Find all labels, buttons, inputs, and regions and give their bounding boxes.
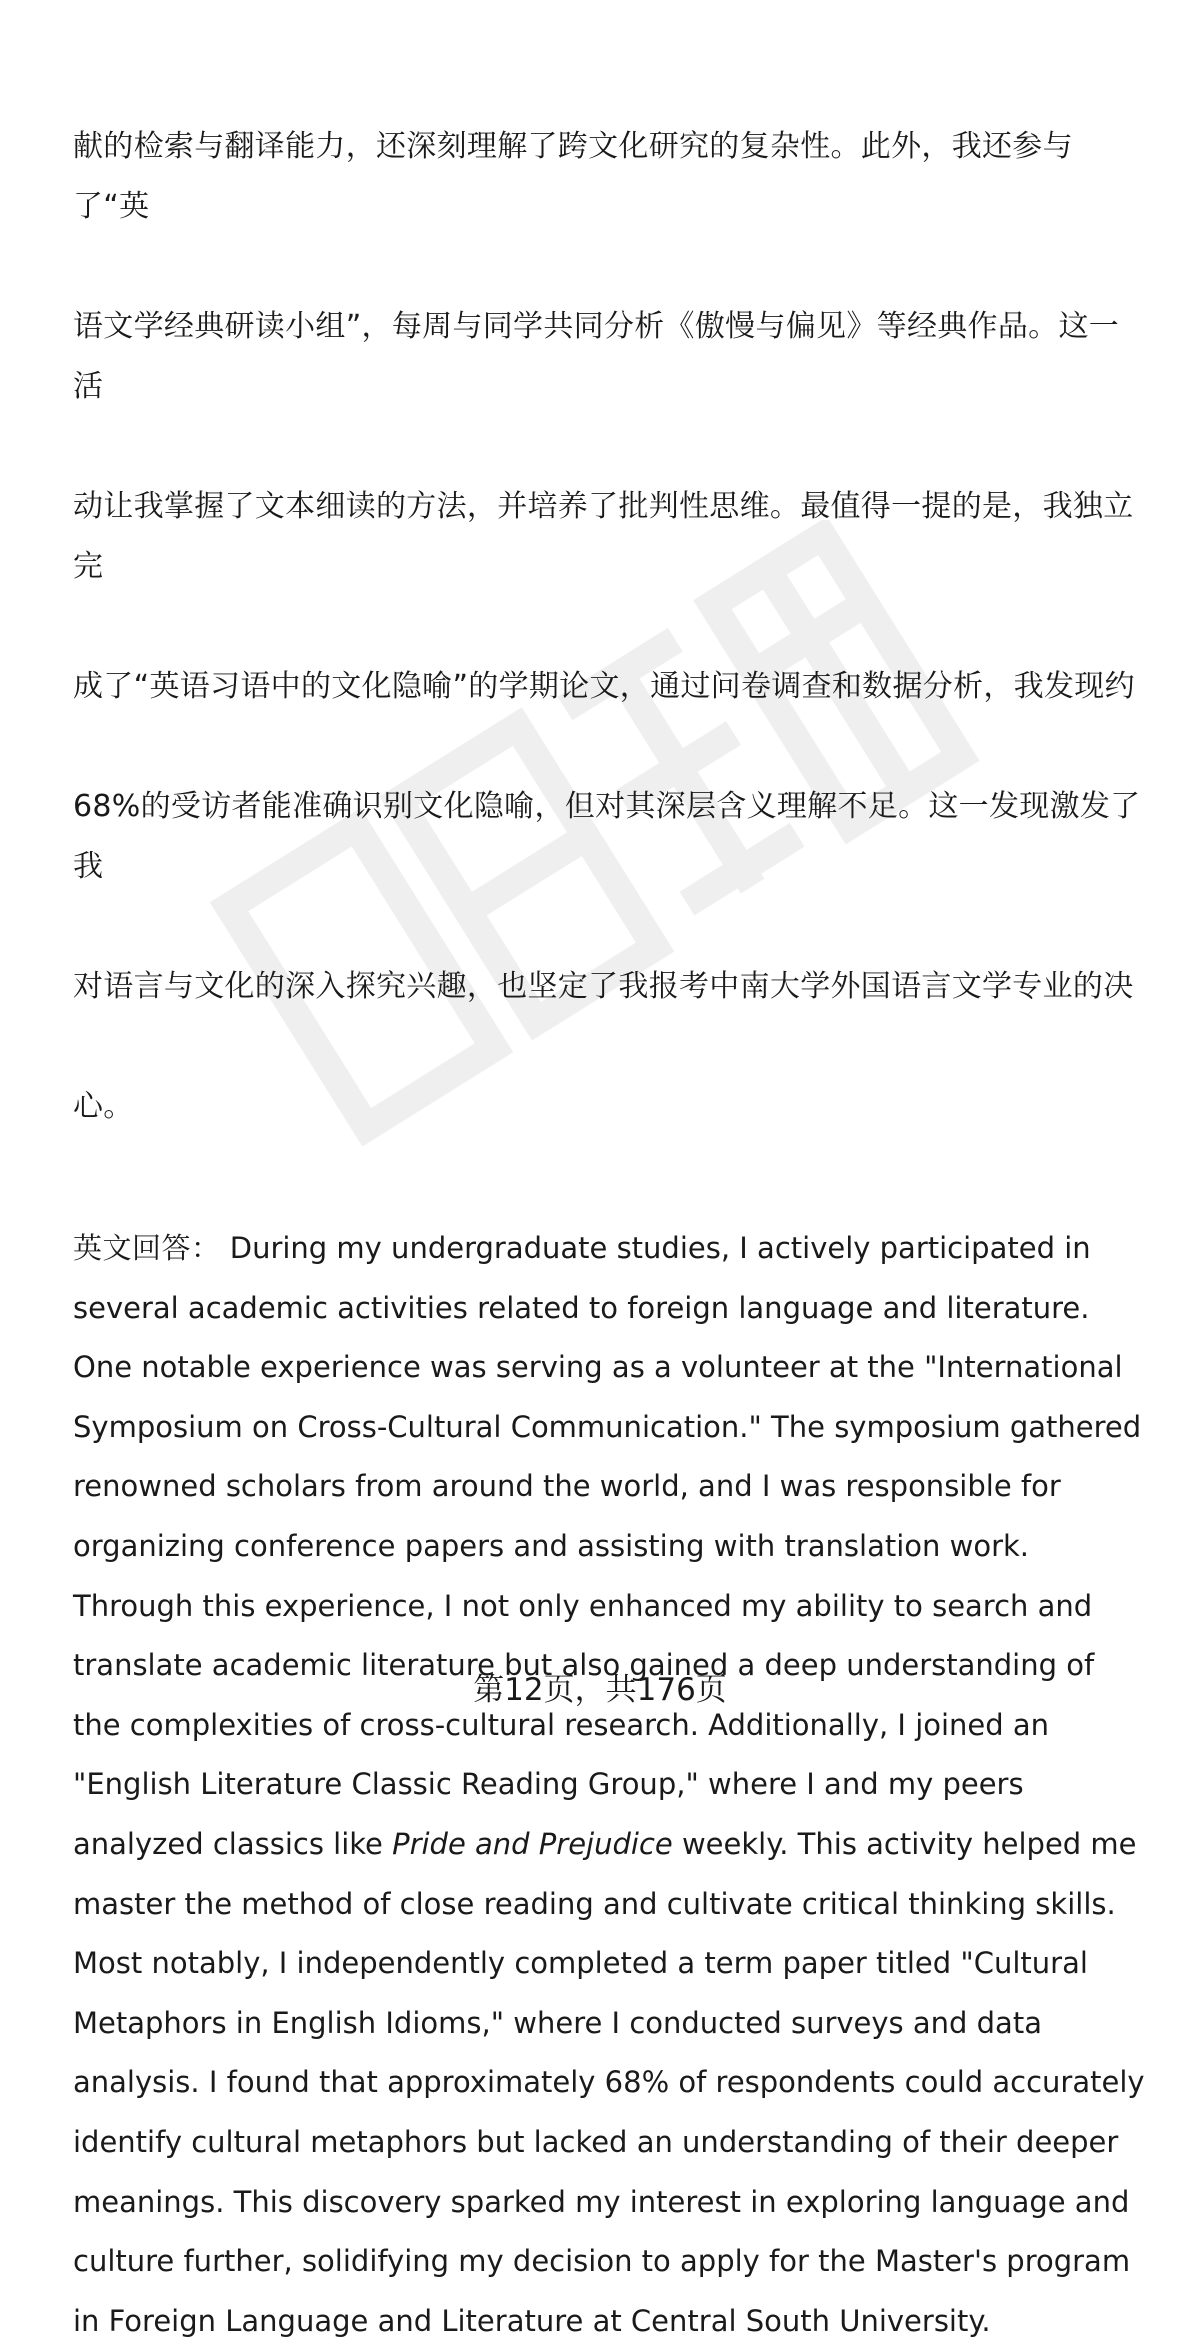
page-number-footer: 第12页，共176页 xyxy=(473,1672,727,1708)
chinese-answer-line: 对语言与文化的深入探究兴趣，也坚定了我报考中南大学外国语言文学专业的决 xyxy=(73,969,1134,1004)
chinese-answer-line: 68%的受访者能准确识别文化隐喻，但对其深层含义理解不足。这一发现激发了我 xyxy=(73,789,1141,884)
english-answer-text: During my undergraduate studies, I actively participated in several academic activities related to foreign language and literature. One notable experience was serving as a volunteer at the "International Symposium on Cross-Cultural Communication." The symposium gathered renowned scholars from around the world, and I was responsible for organizing conference papers and assisting with translation work. Through this experience, I not only enhanced my ability to search and translate academic literature but also gained a deep understanding of the complexities of cross-cultural research. Additionally, I joined an "English Literature Classic Reading Group," where I and my peers analyzed classics like xyxy=(73,1231,1142,1861)
chinese-answer-paragraph xyxy=(73,57,1148,1197)
chinese-answer-line: 心。 xyxy=(73,1089,134,1124)
chinese-answer-line: 语文学经典研读小组”，每周与同学共同分析《傲慢与偏见》等经典作品。这一活 xyxy=(73,309,1120,404)
english-answer-paragraph xyxy=(73,1219,1148,2351)
chinese-answer-line: 成了“英语习语中的文化隐喻”的学期论文，通过问卷调查和数据分析，我发现约 xyxy=(73,669,1135,704)
document-body xyxy=(73,57,1148,2351)
book-title: Pride and Prejudice xyxy=(392,1826,673,1861)
chinese-answer-line: 献的检索与翻译能力，还深刻理解了跨文化研究的复杂性。此外，我还参与了“英 xyxy=(73,129,1073,224)
english-answer-label: 英文回答： xyxy=(73,1231,221,1265)
chinese-answer-line: 动让我掌握了文本细读的方法，并培养了批判性思维。最值得一提的是，我独立完 xyxy=(73,489,1134,584)
english-answer-text-continued: weekly. This activity helped me master the method of close reading and cultivate critical thinking skills. Most notably, I independently completed a term paper titled "Cultural Metaphors in English Idioms," where I conducted surveys and data analysis. I found that approximately 68% of respondents could accurately identify cultural metaphors but lacked an understanding of their deeper meanings. This discovery sparked my interest in exploring language and culture further, solidifying my decision to apply for the Master's program in Foreign Language and Literature at Central South University. xyxy=(73,1826,1145,2338)
